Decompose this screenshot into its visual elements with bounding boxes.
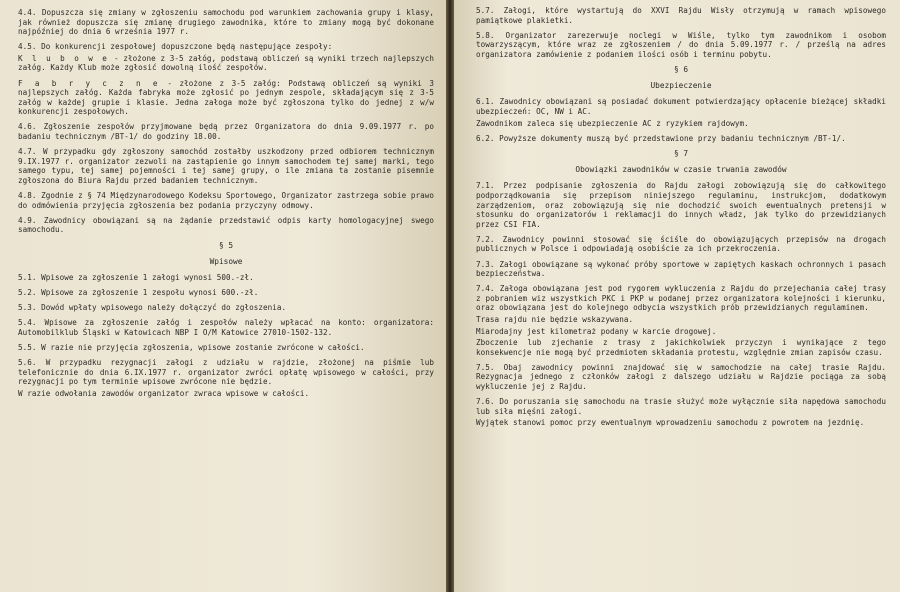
paragraph-6-1-recommendation: Zawodnikom zaleca się ubezpieczenie AC z ryzykiem rajdowym. bbox=[476, 118, 749, 128]
paragraph-7-6-exception: Wyjątek stanowi pomoc przy ewentualnym wprowadzeniu samochodu z powrotem na jezdnię. bbox=[476, 418, 865, 428]
paragraph-4-8: 4.8. Zgodnie z § 74 Międzynarodowego Kodeksu Sportowego, Organizator zastrzega sobie prawo do odmówienia przyjęcia zgłoszenia bez podania przyczyny odmowy. bbox=[18, 191, 434, 210]
paragraph-7-4-mileage: Miarodajny jest kilometraż podany w karcie drogowej. bbox=[476, 326, 717, 336]
paragraph-4-9: 4.9. Zawodnicy obowiązani są na żądanie przedstawić odpis karty homologacyjnej swego samochodu. bbox=[18, 215, 434, 235]
paragraph-6-2: 6.2. Powyższe dokumenty muszą być przedstawione przy badaniu technicznym /BT-1/. bbox=[476, 133, 846, 143]
fabryczne-term: F a b r y c z n e bbox=[18, 78, 160, 88]
right-page bbox=[454, 0, 900, 592]
section-5-title: Wpisowe bbox=[209, 256, 243, 266]
paragraph-5-1: 5.1. Wpisowe za zgłoszenie 1 załogi wynosi 500.-zł. bbox=[18, 272, 254, 282]
paragraph-5-2: 5.2. Wpisowe za zgłoszenie 1 zespołu wynosi 600.-zł. bbox=[18, 287, 259, 297]
paragraph-5-6: 5.6. W przypadku rezygnacji załogi z udziału w rajdzie, złożonej na piśmie lub telefonicznie do dnia 6.IX.1977 r. organizator zwróci opłatę wpisowego w całości, przy rezygnacji po tym terminie wpisowe zwrócone nie będzie. bbox=[18, 357, 434, 387]
paragraph-5-7: 5.7. Załogi, które wystartują do XXVI Rajdu Wisły otrzymują w ramach wpisowego pamiątkowe plakietki. bbox=[476, 6, 886, 25]
paragraph-7-4-route: Trasa rajdu nie będzie wskazywana. bbox=[476, 314, 634, 324]
paragraph-4-5: 4.5. Do konkurencji zespołowej dopuszczone będą następujące zespoły: bbox=[18, 42, 333, 52]
paragraph-4-7: 4.7. W przypadku gdy zgłoszony samochód zostałby uszkodzony przed odbiorem technicznym 9.IX.1977 r. organizator zezwoli na zastąpienie go innym samochodem tej samej marki, tego samego typu, tej samej pojemności i tej samej grupy, o ile zmiana ta zostanie pisemnie zgłoszona do Biura Rajdu przed badaniem technicznym. bbox=[18, 147, 434, 185]
paragraph-6-1: 6.1. Zawodnicy obowiązani są posiadać dokument potwierdzający opłacenie bieżącej składki ubezpieczeń: OC, NW i AC. bbox=[476, 97, 886, 117]
section-7-number: § 7 bbox=[673, 149, 689, 159]
paragraph-7-4-deviation: Zboczenie lub zjechanie z trasy z jakichkolwiek przyczyn i wynikające z tego konsekwencje nie mogą być przedmiotem składania protestu, względnie zmian zapisów czasu. bbox=[476, 338, 886, 357]
paragraph-fabryczne bbox=[18, 79, 434, 117]
paragraph-5-6-refund: W razie odwołania zawodów organizator zwraca wpisowe w całości. bbox=[18, 388, 310, 398]
section-5-number: § 5 bbox=[218, 240, 234, 250]
paragraph-7-4: 7.4. Załoga obowiązana jest pod rygorem wykluczenia z Rajdu do przejechania całej trasy z pobraniem wiz wszystkich PKC i PKP w podanej przez organizatora kolejności i kierunku, oraz obowiązana jest do kolejnego odbycia wszystkich prób przewidzianych regulaminem. bbox=[476, 284, 886, 313]
book-gutter bbox=[446, 0, 454, 592]
paragraph-5-3: 5.3. Dowód wpłaty wpisowego należy dołączyć do zgłoszenia. bbox=[18, 303, 287, 313]
paragraph-4-4: 4.4. Dopuszcza się zmiany w zgłoszeniu samochodu pod warunkiem zachowania grupy i klasy, jak również dopuszcza się zmianę drugiego zawodnika, które to zmiany mogą być dokonane najpóźniej do dnia 6 września 1977 r. bbox=[18, 8, 434, 37]
section-6-number: § 6 bbox=[673, 65, 689, 75]
left-page bbox=[0, 0, 446, 592]
fabryczne-text: - złożone z 3-5 załóg: Podstawą obliczeń są wyniki 3 najlepszych załóg. Każda fabryka może zgłosić po jednym zespole, składającym się z 3-5 załóg w każdej grupie i klasie. Jedna załoga może być zgłoszona tylko do jednej z w/w konkurencji zespołowych. bbox=[18, 78, 434, 117]
paragraph-4-6: 4.6. Zgłoszenie zespołów przyjmowane będą przez Organizatora do dnia 9.09.1977 r. po badaniu technicznym /BT-1/ do godziny 18.00. bbox=[18, 122, 434, 142]
paragraph-5-5: 5.5. W razie nie przyjęcia zgłoszenia, wpisowe zostanie zwrócone w całości. bbox=[18, 342, 365, 352]
paragraph-klubowe bbox=[18, 54, 434, 73]
section-6-title: Ubezpieczenie bbox=[650, 81, 712, 91]
paragraph-7-5: 7.5. Obaj zawodnicy powinni znajdować się w samochodzie na całej trasie Rajdu. Rezygnacja jednego z członków załogi z dalszego udziału w Rajdzie pociąga za sobą wykluczenie jej z Rajdu. bbox=[476, 362, 886, 392]
paragraph-7-1: 7.1. Przez podpisanie zgłoszenia do Rajdu załogi zobowiązują się do całkowitego podporządkowania się przepisom niniejszego regulaminu, instrukcjom, dodatkowym zarządzeniom, oraz zobowiązują się nie dochodzić swoich ewentualnych pretensji w stosunku do organizatorów i reklamacji do innych władz, jak tylko do przewidzianych przez CSI FIA. bbox=[476, 181, 886, 229]
klubowe-text: - złożone z 3-5 załóg, podstawą obliczeń są wyniki trzech najlepszych załóg. Każdy Klub może zgłosić dowolną ilość zespołów. bbox=[18, 53, 434, 73]
paragraph-5-4: 5.4. Wpisowe za zgłoszenie załóg i zespołów należy wpłacać na konto: organizatora: Automobilklub Śląski w Katowicach NBP I O/M Katowice 27010-1502-132. bbox=[18, 318, 434, 337]
paragraph-5-8: 5.8. Organizator zarezerwuje noclegi w Wiśle, tylko tym zawodnikom i osobom towarzyszącym, które wraz ze zgłoszeniem / do dnia 5.09.1977 r. / prześlą na adres organizatora zamówienie z podaniem ilości osób i terminu pobytu. bbox=[476, 30, 886, 59]
paragraph-7-2: 7.2. Zawodnicy powinni stosować się ściśle do obowiązujących przepisów na drogach publicznych w Polsce i odpowiadają osobiście za ich przekroczenia. bbox=[476, 234, 886, 254]
paragraph-7-3: 7.3. Załogi obowiązane są wykonać próby sportowe w zapiętych kaskach ochronnych i pasach bezpieczeństwa. bbox=[476, 259, 886, 279]
paragraph-7-6: 7.6. Do poruszania się samochodu na trasie służyć może wyłącznie siła napędowa samochodu lub siła mięśni załogi. bbox=[476, 397, 886, 416]
section-7-title: Obowiązki zawodników w czasie trwania zawodów bbox=[575, 165, 787, 175]
klubowe-term: K l u b o w e bbox=[18, 53, 110, 63]
